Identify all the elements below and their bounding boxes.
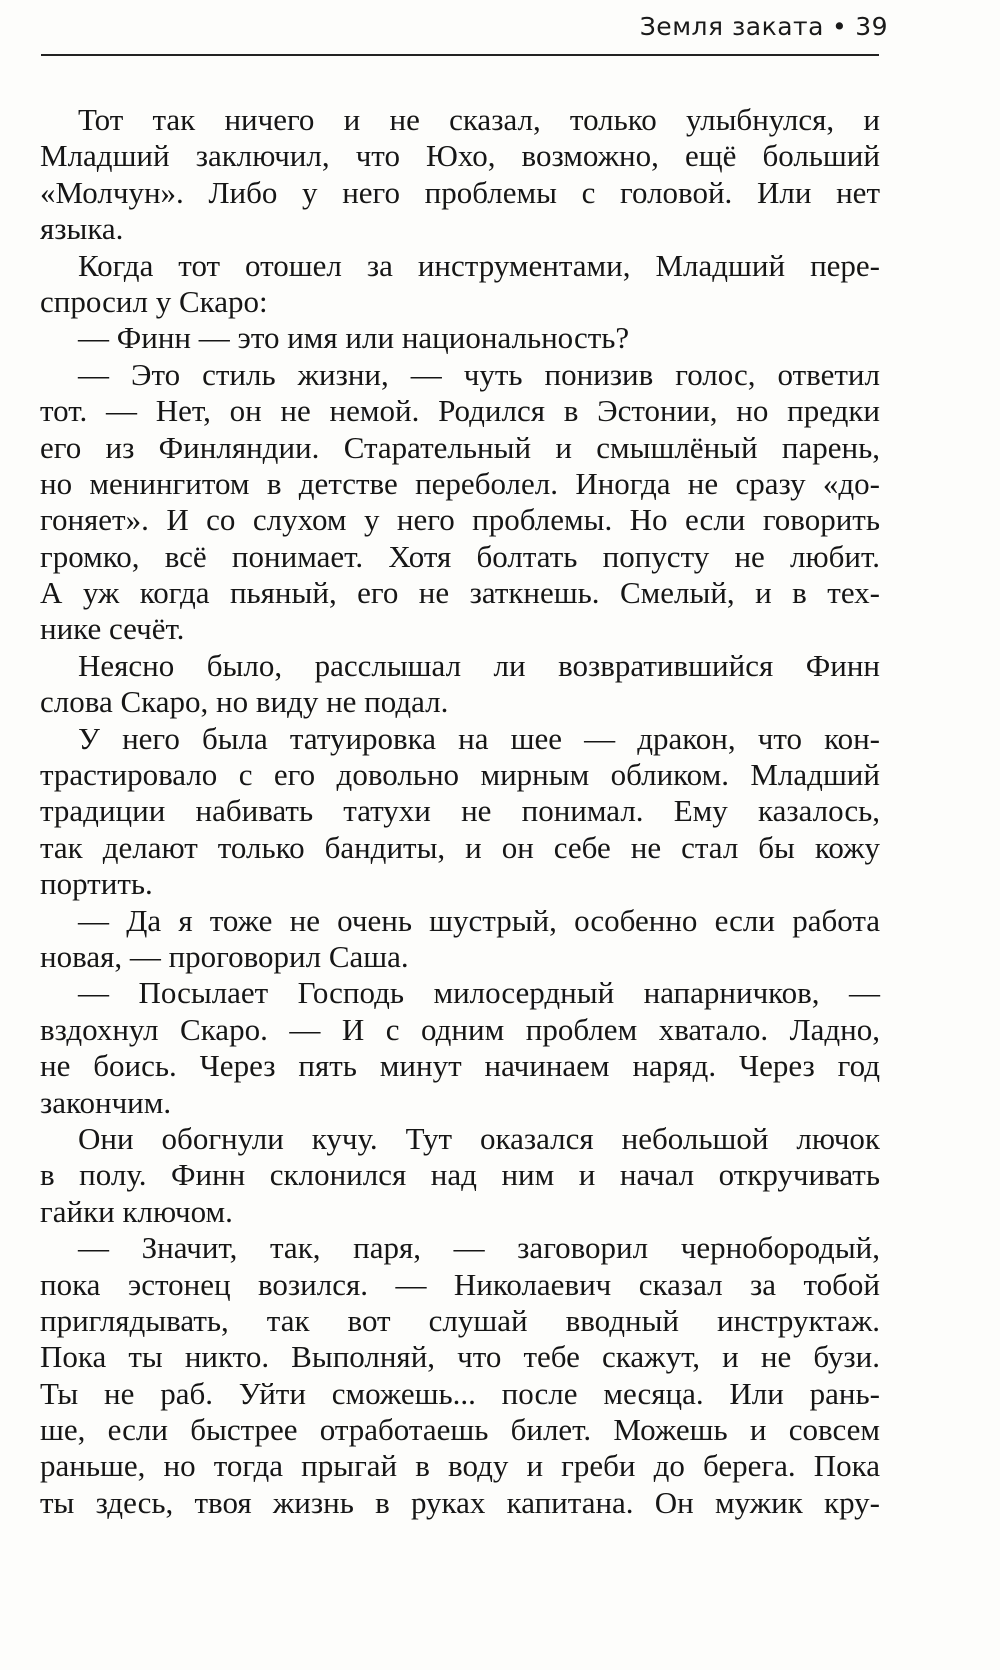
text-line: Тот так ничего и не сказал, только улыбнулся, и bbox=[78, 102, 880, 137]
text-line: вздохнул Скаро. — И с одним проблем хватало. Ладно, bbox=[40, 1011, 880, 1047]
text-line: ты здесь, твоя жизнь в руках капитана. Он мужик кру- bbox=[40, 1484, 880, 1520]
text-line: нике сечёт. bbox=[40, 611, 185, 647]
text-line: так делают только бандиты, и он себе не стал бы кожу bbox=[40, 829, 880, 865]
text-line: закончим. bbox=[40, 1084, 172, 1120]
text-line: Пока ты никто. Выполняй, что тебе скажут, и не бузи. bbox=[40, 1339, 880, 1375]
text-line: традиции набивать татухи не понимал. Ему казалось, bbox=[40, 793, 880, 829]
running-head bbox=[640, 12, 888, 41]
text-line: трастировало с его довольно мирным обликом. Младший bbox=[40, 757, 880, 793]
text-line: А уж когда пьяный, его не заткнешь. Смелый, и в тех- bbox=[40, 575, 880, 611]
header-rule bbox=[41, 54, 879, 56]
text-line: У него была татуировка на шее — дракон, что кон- bbox=[78, 720, 880, 756]
text-line: портить. bbox=[40, 866, 153, 902]
body-text bbox=[40, 102, 880, 1521]
text-line: слова Скаро, но виду не подал. bbox=[40, 684, 449, 720]
text-line: Ты не раб. Уйти сможешь... после месяца. Или рань- bbox=[40, 1375, 880, 1411]
text-line: приглядывать, так вот слушай вводный инструктаж. bbox=[40, 1302, 880, 1338]
page-number: 39 bbox=[855, 12, 888, 41]
text-line: громко, всё понимает. Хотя болтать попусту не любит. bbox=[40, 538, 880, 574]
text-line: — Финн — это имя или национальность? bbox=[78, 320, 630, 356]
text-line: но менингитом в детстве переболел. Иногда не сразу «до- bbox=[40, 465, 880, 501]
text-line: спросил у Скаро: bbox=[40, 283, 268, 319]
text-line: раньше, но тогда прыгай в воду и греби до берега. Пока bbox=[40, 1448, 880, 1484]
text-line: Они обогнули кучу. Тут оказался небольшой лючок bbox=[78, 1120, 880, 1156]
text-line: «Молчун». Либо у него проблемы с головой. Или нет bbox=[40, 174, 880, 210]
text-line: в полу. Финн склонился над ним и начал откручивать bbox=[40, 1157, 880, 1193]
text-line: гайки ключом. bbox=[40, 1193, 233, 1229]
text-line: — Значит, так, паря, — заговорил чернобородый, bbox=[78, 1230, 880, 1266]
text-line: — Да я тоже не очень шустрый, особенно если работа bbox=[78, 902, 880, 938]
header-separator: • bbox=[831, 12, 848, 41]
text-line: языка. bbox=[40, 211, 124, 247]
text-line: не боись. Через пять минут начинаем наряд. Через год bbox=[40, 1048, 880, 1084]
text-line: гоняет». И со слухом у него проблемы. Но если говорить bbox=[40, 502, 880, 538]
text-line: Неясно было, расслышал ли возвратившийся Финн bbox=[78, 647, 880, 683]
book-title: Земля заката bbox=[639, 12, 824, 41]
text-line: Младший заключил, что Юхо, возможно, ещё больший bbox=[40, 138, 880, 174]
text-line: — Посылает Господь милосердный напарничков, — bbox=[78, 975, 880, 1011]
text-line: ше, если быстрее отработаешь билет. Можешь и совсем bbox=[40, 1412, 880, 1448]
text-line: пока эстонец возился. — Николаевич сказал за тобой bbox=[40, 1266, 880, 1302]
text-line: Когда тот отошел за инструментами, Младший пере- bbox=[78, 247, 880, 283]
text-line: — Это стиль жизни, — чуть понизив голос, ответил bbox=[78, 356, 880, 392]
text-line: его из Финляндии. Старательный и смышлёный парень, bbox=[40, 429, 880, 465]
text-line: новая, — проговорил Саша. bbox=[40, 938, 409, 974]
text-line: тот. — Нет, он не немой. Родился в Эстонии, но предки bbox=[40, 393, 880, 429]
